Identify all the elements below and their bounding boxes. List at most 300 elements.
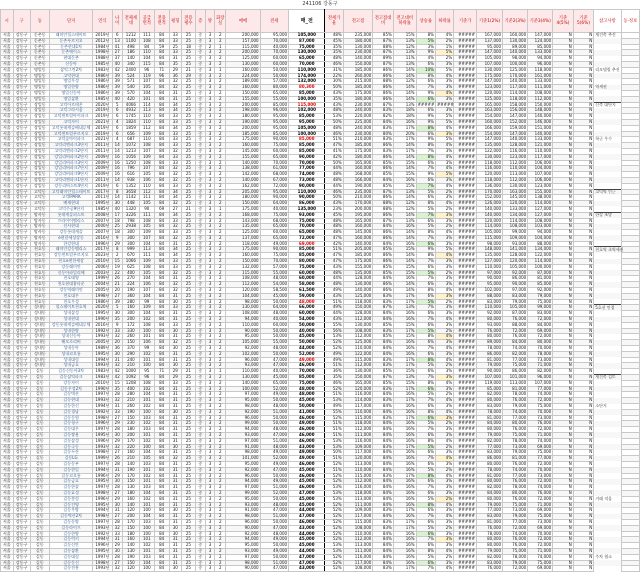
table-cell[interactable]: 3	[205, 490, 214, 496]
table-cell[interactable]: 서울	[1, 415, 14, 421]
table-cell[interactable]: 88%	[373, 79, 394, 85]
table-cell[interactable]: 86%	[373, 154, 394, 160]
note-cell[interactable]: 역세권	[594, 85, 621, 91]
table-cell[interactable]: 160,000	[226, 143, 260, 149]
table-cell[interactable]: 73,000	[528, 357, 553, 363]
table-cell[interactable]: 34	[169, 108, 182, 114]
table-cell[interactable]: 104	[139, 90, 154, 96]
table-cell[interactable]: N	[573, 317, 594, 323]
table-cell[interactable]: 84	[154, 224, 169, 230]
table-cell[interactable]: 84%	[373, 392, 394, 398]
note-cell[interactable]: 재건축 추진	[595, 32, 616, 38]
table-cell[interactable]: 90,000	[476, 369, 502, 375]
table-cell[interactable]: 84	[154, 421, 169, 427]
table-cell[interactable]: 강동구	[13, 531, 30, 537]
table-cell[interactable]: 16%	[393, 409, 416, 415]
table-cell[interactable]: 93,000	[503, 241, 528, 247]
table-cell[interactable]: 성내동	[30, 328, 49, 334]
table-cell[interactable]: 86%	[373, 166, 394, 172]
complex-name-cell[interactable]: 길동풍림	[49, 496, 92, 502]
table-cell[interactable]: 102	[139, 404, 154, 410]
table-cell[interactable]: 강동구	[13, 195, 30, 201]
table-cell[interactable]: 1998년	[93, 490, 112, 496]
table-cell[interactable]: 155,000	[528, 189, 553, 195]
table-cell[interactable]: #####	[454, 131, 477, 137]
table-cell[interactable]: 95,000	[260, 119, 288, 125]
table-cell[interactable]: 72,000	[528, 537, 553, 543]
table-cell[interactable]: 13%	[393, 375, 416, 381]
table-cell[interactable]: 강동구	[13, 461, 30, 467]
table-cell[interactable]: 32	[169, 172, 182, 178]
table-cell[interactable]: 강동구	[13, 317, 30, 323]
table-cell[interactable]: 50,000	[260, 398, 288, 404]
table-cell[interactable]: 2010년	[93, 380, 112, 386]
table-cell[interactable]: 강동구	[13, 566, 30, 572]
table-cell[interactable]: 89,000	[503, 44, 528, 50]
table-cell[interactable]: 중	[195, 119, 205, 125]
table-cell[interactable]: N	[553, 293, 574, 299]
table-cell[interactable]: 85,000	[260, 102, 288, 108]
complex-name-cell[interactable]: 프라이어팰리스	[49, 218, 92, 224]
table-cell[interactable]: 서울	[1, 96, 14, 102]
table-cell[interactable]: 3	[205, 456, 214, 462]
table-cell[interactable]: 36	[112, 346, 122, 352]
table-cell[interactable]: 3	[205, 288, 214, 294]
table-cell[interactable]: 서울	[1, 404, 14, 410]
table-cell[interactable]: 74,000	[503, 346, 528, 352]
table-cell[interactable]: 100,000	[503, 61, 528, 67]
table-cell[interactable]: 17%	[393, 566, 416, 572]
table-cell[interactable]: 17%	[393, 357, 416, 363]
table-cell[interactable]: 4%	[435, 502, 453, 508]
table-cell[interactable]: 110,000	[343, 409, 373, 415]
complex-name-cell[interactable]: 길동한신	[49, 404, 92, 410]
table-cell[interactable]: 230,000	[343, 131, 373, 137]
table-cell[interactable]: 16%	[393, 241, 416, 247]
table-cell[interactable]: 강동구	[13, 259, 30, 265]
table-cell[interactable]: 강동구	[13, 67, 30, 73]
table-cell[interactable]: 3	[205, 415, 214, 421]
table-cell[interactable]: 25	[182, 61, 196, 67]
table-cell[interactable]: 16%	[393, 404, 416, 410]
table-cell[interactable]: 3	[205, 328, 214, 334]
table-cell[interactable]: 84%	[373, 502, 394, 508]
table-cell[interactable]: 상일동	[30, 137, 49, 143]
table-cell[interactable]: #####	[454, 38, 477, 44]
table-cell[interactable]: 97,000	[226, 485, 260, 491]
table-cell[interactable]: 중	[195, 514, 205, 520]
table-cell[interactable]: 17%	[393, 363, 416, 369]
table-cell[interactable]: 3	[205, 85, 214, 91]
table-cell[interactable]: 3%	[435, 131, 453, 137]
table-cell[interactable]: 중	[195, 566, 205, 572]
table-cell[interactable]: #####	[454, 340, 477, 346]
table-cell[interactable]: 70,000	[528, 346, 553, 352]
table-cell[interactable]: 2	[215, 380, 226, 386]
price-gap-cell[interactable]: 85,000	[289, 375, 325, 381]
table-cell[interactable]: 140,000	[343, 241, 373, 247]
table-cell[interactable]: 51,000	[260, 560, 288, 566]
table-cell[interactable]: N	[553, 38, 574, 44]
table-cell[interactable]: 41	[112, 44, 122, 50]
table-cell[interactable]: 84	[154, 305, 169, 311]
table-cell[interactable]: 65,000	[260, 235, 288, 241]
table-cell[interactable]: 40,000	[260, 206, 288, 212]
table-cell[interactable]: 84	[154, 461, 169, 467]
price-gap-cell[interactable]: 85,000	[289, 148, 325, 154]
table-cell[interactable]: 5%	[416, 206, 435, 212]
complex-name-cell[interactable]: 길동동양	[49, 519, 92, 525]
table-cell[interactable]: 166,000	[476, 125, 502, 131]
table-cell[interactable]: 78,000	[503, 485, 528, 491]
table-cell[interactable]: 48,000	[260, 531, 288, 537]
table-cell[interactable]: 51,000	[260, 409, 288, 415]
table-cell[interactable]: 94,000	[528, 230, 553, 236]
table-cell[interactable]: 25	[182, 38, 196, 44]
table-cell[interactable]: 84	[154, 548, 169, 554]
table-cell[interactable]: 서울	[1, 566, 14, 572]
table-cell[interactable]: #####	[454, 461, 477, 467]
table-cell[interactable]: 36%	[325, 369, 343, 375]
table-cell[interactable]: 강동구	[13, 230, 30, 236]
table-cell[interactable]: 140	[122, 543, 139, 549]
table-cell[interactable]: 15%	[393, 247, 416, 253]
table-cell[interactable]: 14%	[393, 73, 416, 79]
table-cell[interactable]: 1986년	[93, 85, 112, 91]
table-cell[interactable]: 76,000	[476, 328, 502, 334]
table-cell[interactable]: 109	[139, 305, 154, 311]
table-cell[interactable]: 16%	[393, 317, 416, 323]
table-cell[interactable]: 8%	[416, 438, 435, 444]
table-cell[interactable]: 14%	[393, 96, 416, 102]
table-cell[interactable]: 명일동	[30, 79, 49, 85]
table-cell[interactable]: 2	[112, 253, 122, 259]
table-cell[interactable]: 94,000	[226, 479, 260, 485]
table-cell[interactable]: 서울	[1, 363, 14, 369]
table-cell[interactable]: 112,000	[528, 96, 553, 102]
table-cell[interactable]: 25	[182, 235, 196, 241]
table-cell[interactable]: N	[573, 554, 594, 560]
table-cell[interactable]: 120	[122, 508, 139, 514]
table-cell[interactable]: 33	[112, 409, 122, 415]
complex-name-cell[interactable]: 선사현대	[49, 224, 92, 230]
table-cell[interactable]: 서울	[1, 386, 14, 392]
table-cell[interactable]: 25	[182, 334, 196, 340]
table-cell[interactable]: 32	[112, 363, 122, 369]
table-cell[interactable]: 48,000	[260, 404, 288, 410]
table-cell[interactable]: 25	[182, 125, 196, 131]
table-cell[interactable]: 둔촌동	[30, 56, 49, 62]
table-cell[interactable]: 79,000	[476, 548, 502, 554]
table-cell[interactable]: 32	[169, 177, 182, 183]
table-cell[interactable]: 68,000	[260, 172, 288, 178]
table-cell[interactable]: 32	[112, 566, 122, 572]
column-header[interactable]: 기준2(3%)	[503, 10, 528, 33]
price-gap-cell[interactable]: 47,000	[289, 554, 325, 560]
table-cell[interactable]: N	[553, 444, 574, 450]
table-cell[interactable]: N	[573, 351, 594, 357]
table-cell[interactable]: 강동구	[13, 177, 30, 183]
table-cell[interactable]: 78,000	[476, 531, 502, 537]
table-cell[interactable]: 길동	[30, 531, 49, 537]
table-cell[interactable]: 46%	[325, 189, 343, 195]
table-cell[interactable]: 50,000	[260, 328, 288, 334]
table-cell[interactable]: 77,000	[476, 508, 502, 514]
table-cell[interactable]: 4%	[435, 125, 453, 131]
table-cell[interactable]: 1993년	[93, 525, 112, 531]
table-cell[interactable]: 중	[195, 44, 205, 50]
table-cell[interactable]: N	[553, 253, 574, 259]
table-cell[interactable]: 4%	[435, 288, 453, 294]
price-gap-cell[interactable]: 65,000	[289, 56, 325, 62]
complex-name-cell[interactable]: 고덕리엔파크2단지	[49, 148, 92, 154]
table-cell[interactable]: 2	[215, 183, 226, 189]
table-cell[interactable]: 84	[154, 473, 169, 479]
table-cell[interactable]: 8	[112, 247, 122, 253]
table-cell[interactable]: 128,000	[503, 253, 528, 259]
table-cell[interactable]: 강동구	[13, 90, 30, 96]
table-cell[interactable]: 중	[195, 334, 205, 340]
table-cell[interactable]: 1992년	[93, 409, 112, 415]
price-gap-cell[interactable]: 59,000	[289, 293, 325, 299]
table-cell[interactable]: 39	[112, 299, 122, 305]
table-cell[interactable]: 14%	[393, 90, 416, 96]
table-cell[interactable]: 강동구	[13, 114, 30, 120]
table-cell[interactable]: 68,000	[260, 218, 288, 224]
table-cell[interactable]: 160,000	[226, 67, 260, 73]
table-cell[interactable]: 서울	[1, 525, 14, 531]
price-gap-cell[interactable]: 77,000	[289, 166, 325, 172]
table-cell[interactable]: 7%	[416, 235, 435, 241]
table-cell[interactable]: 25	[169, 44, 182, 50]
table-cell[interactable]: 205,000	[343, 247, 373, 253]
table-cell[interactable]: 7%	[416, 259, 435, 265]
table-cell[interactable]: 47%	[325, 235, 343, 241]
table-cell[interactable]: 76,000	[528, 421, 553, 427]
table-cell[interactable]: 5%	[416, 189, 435, 195]
table-cell[interactable]: 84	[154, 90, 169, 96]
table-cell[interactable]: 7%	[416, 183, 435, 189]
table-cell[interactable]: #####	[454, 172, 477, 178]
table-cell[interactable]: 중	[195, 177, 205, 183]
table-cell[interactable]: 고덕동	[30, 201, 49, 207]
table-cell[interactable]: 5%	[416, 554, 435, 560]
table-cell[interactable]: N	[573, 201, 594, 207]
table-cell[interactable]: 130,000	[503, 38, 528, 44]
table-cell[interactable]: 25	[182, 253, 196, 259]
table-cell[interactable]: 32	[169, 456, 182, 462]
table-cell[interactable]: 강동구	[13, 73, 30, 79]
table-cell[interactable]: 84	[154, 102, 169, 108]
table-cell[interactable]: 65,000	[260, 224, 288, 230]
table-cell[interactable]: N	[573, 537, 594, 543]
table-cell[interactable]: 31	[169, 398, 182, 404]
table-cell[interactable]: 107	[139, 166, 154, 172]
table-cell[interactable]: 82%	[373, 114, 394, 120]
table-cell[interactable]: #####	[454, 490, 477, 496]
complex-name-cell[interactable]: 길동한양	[49, 531, 92, 537]
column-header[interactable]: 나이	[112, 10, 122, 33]
table-cell[interactable]: 18	[112, 218, 122, 224]
table-cell[interactable]: 86%	[373, 253, 394, 259]
table-cell[interactable]: #####	[454, 102, 477, 108]
table-cell[interactable]: 2	[215, 166, 226, 172]
complex-name-cell[interactable]: 강일리버파크7단지	[49, 166, 92, 172]
table-cell[interactable]: 중	[195, 502, 205, 508]
table-cell[interactable]: 강동구	[13, 369, 30, 375]
complex-name-cell[interactable]: 고덕아르테온	[49, 102, 92, 108]
table-cell[interactable]: 134,000	[528, 247, 553, 253]
note-cell[interactable]: 5호선 인접	[594, 305, 621, 311]
table-cell[interactable]: 17%	[393, 525, 416, 531]
table-cell[interactable]: 서울	[1, 67, 14, 73]
table-cell[interactable]: 중	[195, 409, 205, 415]
table-cell[interactable]: 1994년	[93, 508, 112, 514]
table-cell[interactable]: 3	[205, 311, 214, 317]
table-cell[interactable]: 130,000	[343, 322, 373, 328]
table-cell[interactable]: 서울	[1, 380, 14, 386]
table-cell[interactable]: 1	[215, 369, 226, 375]
table-cell[interactable]: N	[553, 375, 574, 381]
table-cell[interactable]: 101	[139, 432, 154, 438]
table-cell[interactable]: 96,000	[226, 473, 260, 479]
table-cell[interactable]: 121,000	[528, 143, 553, 149]
table-cell[interactable]: 6%	[416, 479, 435, 485]
table-cell[interactable]: 35	[112, 317, 122, 323]
table-cell[interactable]: 1100	[122, 38, 139, 44]
column-header[interactable]: 연식	[93, 10, 112, 33]
price-gap-cell[interactable]: 95,000	[289, 119, 325, 125]
table-cell[interactable]: 서울	[1, 61, 14, 67]
table-cell[interactable]: 2008년	[93, 212, 112, 218]
table-cell[interactable]: 중	[195, 102, 205, 108]
table-cell[interactable]: N	[553, 154, 574, 160]
table-cell[interactable]: 중	[195, 90, 205, 96]
table-cell[interactable]: 30	[112, 351, 122, 357]
table-cell[interactable]: 31	[169, 473, 182, 479]
table-cell[interactable]: 강동구	[13, 33, 30, 39]
table-cell[interactable]: 524	[122, 73, 139, 79]
note-cell[interactable]: 고덕역 인근	[594, 189, 621, 195]
table-cell[interactable]: 14	[112, 195, 122, 201]
table-cell[interactable]: 31	[169, 427, 182, 433]
table-cell[interactable]: 6%	[416, 264, 435, 270]
table-cell[interactable]: 6	[112, 125, 122, 131]
table-cell[interactable]: N	[573, 450, 594, 456]
complex-name-cell[interactable]: 길동청구	[49, 421, 92, 427]
table-cell[interactable]: 30%	[325, 79, 343, 85]
table-cell[interactable]: 1993년	[93, 444, 112, 450]
table-cell[interactable]: 26	[112, 276, 122, 282]
table-cell[interactable]: 3	[205, 50, 214, 56]
table-cell[interactable]: 190	[122, 409, 139, 415]
complex-name-cell[interactable]: 해모로리버	[49, 340, 92, 346]
table-cell[interactable]: 108	[139, 380, 154, 386]
table-cell[interactable]: 3	[205, 276, 214, 282]
table-cell[interactable]: 50%	[325, 195, 343, 201]
table-cell[interactable]: 190	[122, 288, 139, 294]
table-cell[interactable]: N	[573, 438, 594, 444]
table-cell[interactable]: 137,000	[476, 38, 502, 44]
table-cell[interactable]: 8%	[416, 253, 435, 259]
table-cell[interactable]: 92,000	[503, 270, 528, 276]
table-cell[interactable]: 50%	[325, 85, 343, 91]
table-cell[interactable]: 73,000	[528, 415, 553, 421]
table-cell[interactable]: 5%	[416, 496, 435, 502]
table-cell[interactable]: 84	[154, 438, 169, 444]
complex-name-cell[interactable]: 길동코오롱	[49, 473, 92, 479]
table-cell[interactable]: 암사동	[30, 230, 49, 236]
table-cell[interactable]: 53%	[325, 485, 343, 491]
table-cell[interactable]: 180	[122, 531, 139, 537]
table-cell[interactable]: N	[573, 380, 594, 386]
table-cell[interactable]: N	[553, 247, 574, 253]
table-cell[interactable]: 25	[182, 322, 196, 328]
table-cell[interactable]: 17%	[393, 299, 416, 305]
complex-name-cell[interactable]: 길동신안	[49, 543, 92, 549]
table-cell[interactable]: 86%	[373, 235, 394, 241]
table-cell[interactable]: 6%	[416, 560, 435, 566]
table-cell[interactable]: 210	[122, 363, 139, 369]
table-cell[interactable]: 길동	[30, 473, 49, 479]
table-cell[interactable]: 84	[154, 166, 169, 172]
table-cell[interactable]: 128,000	[343, 311, 373, 317]
table-cell[interactable]: 6%	[416, 311, 435, 317]
table-cell[interactable]: N	[553, 490, 574, 496]
table-cell[interactable]: 25	[182, 490, 196, 496]
table-cell[interactable]: 83%	[373, 125, 394, 131]
table-cell[interactable]: 2	[215, 56, 226, 62]
table-cell[interactable]: 강동구	[13, 328, 30, 334]
table-cell[interactable]: 길동	[30, 375, 49, 381]
table-cell[interactable]: 1984년	[93, 44, 112, 50]
complex-name-cell[interactable]: 배재현대	[49, 201, 92, 207]
table-cell[interactable]: 32	[169, 235, 182, 241]
table-cell[interactable]: 95	[139, 369, 154, 375]
table-cell[interactable]: 84%	[373, 461, 394, 467]
table-cell[interactable]: 146,000	[528, 119, 553, 125]
complex-name-cell[interactable]: 천호우성	[49, 299, 92, 305]
table-cell[interactable]: 108,000	[226, 276, 260, 282]
table-cell[interactable]: 2	[215, 537, 226, 543]
table-cell[interactable]: 서울	[1, 102, 14, 108]
table-cell[interactable]: 3	[205, 293, 214, 299]
table-cell[interactable]: 2005년	[93, 288, 112, 294]
table-cell[interactable]: 3%	[435, 85, 453, 91]
table-cell[interactable]: 1092	[122, 375, 139, 381]
table-cell[interactable]: 92,000	[226, 346, 260, 352]
table-cell[interactable]: 92,000	[226, 467, 260, 473]
table-cell[interactable]: 17%	[393, 125, 416, 131]
table-cell[interactable]: 2	[215, 311, 226, 317]
table-cell[interactable]: 중	[195, 206, 205, 212]
table-cell[interactable]: 31	[169, 438, 182, 444]
table-cell[interactable]: #####	[454, 543, 477, 549]
table-cell[interactable]: 95,000	[226, 334, 260, 340]
table-cell[interactable]: 127,000	[528, 212, 553, 218]
table-cell[interactable]: 서울	[1, 351, 14, 357]
table-cell[interactable]: 33	[169, 33, 182, 39]
complex-name-cell[interactable]: 길동삼환	[49, 548, 92, 554]
table-cell[interactable]: 3	[205, 241, 214, 247]
table-cell[interactable]: 186	[122, 50, 139, 56]
table-cell[interactable]: 102	[139, 421, 154, 427]
table-cell[interactable]: 3	[205, 154, 214, 160]
table-cell[interactable]: 3%	[435, 479, 453, 485]
table-cell[interactable]: 25	[182, 531, 196, 537]
table-cell[interactable]: 84	[154, 172, 169, 178]
table-cell[interactable]: 4%	[435, 143, 453, 149]
